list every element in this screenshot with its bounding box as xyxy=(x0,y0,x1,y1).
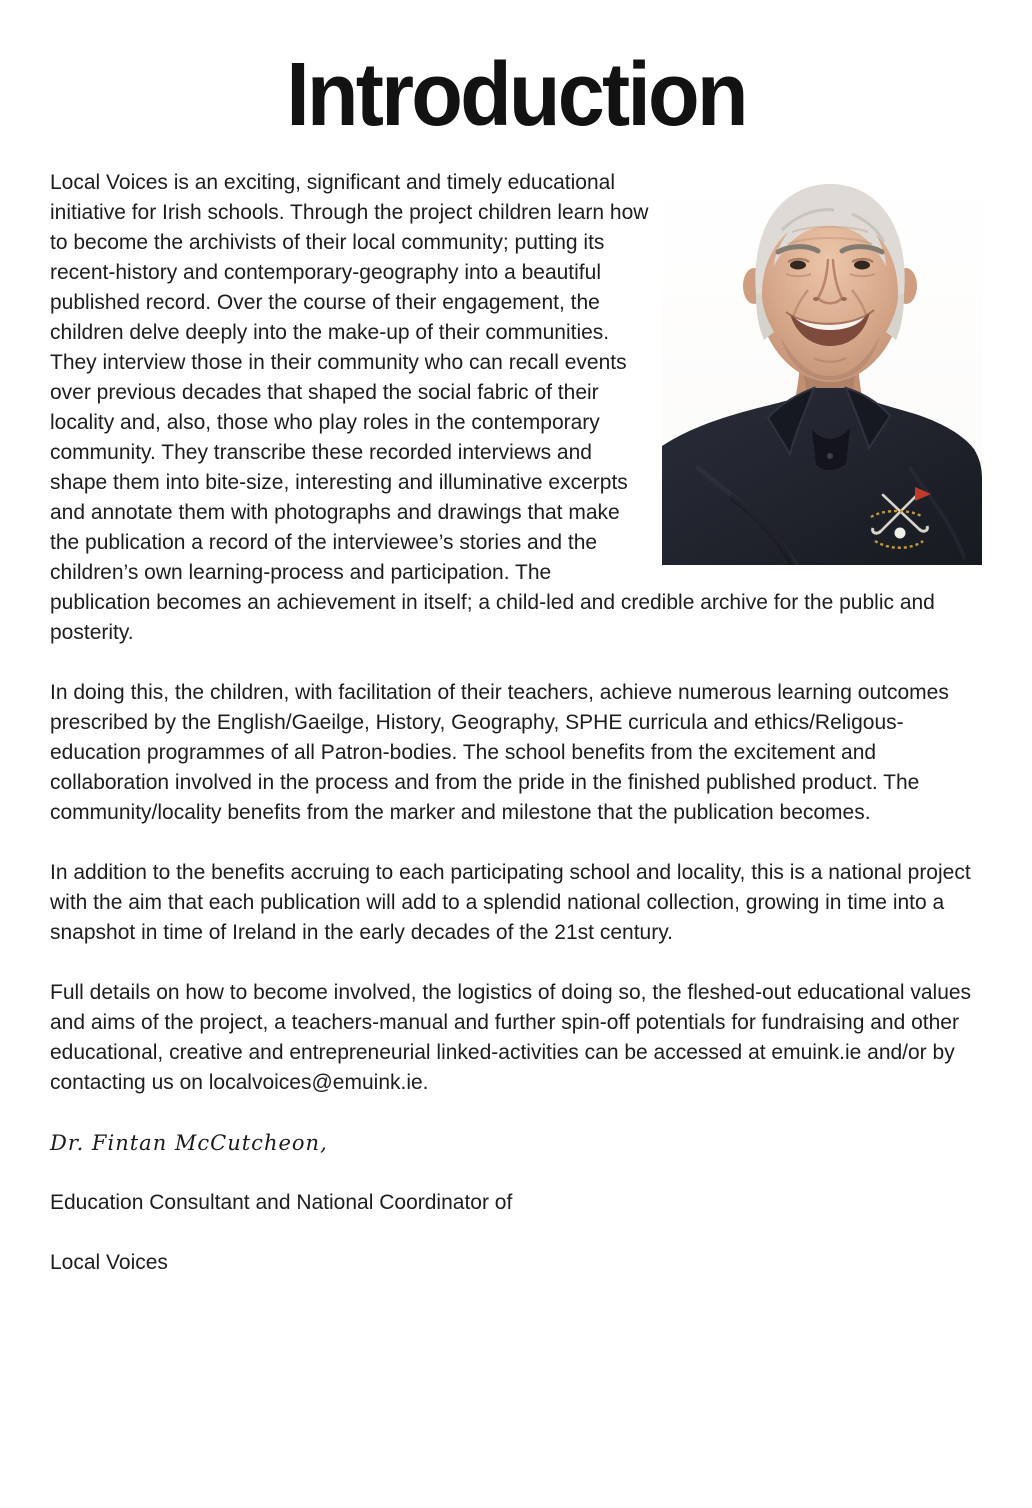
signature-block xyxy=(50,1128,982,1278)
left-eye xyxy=(790,261,806,270)
page-content xyxy=(50,168,982,1278)
paragraph-3: In addition to the benefits accruing to each participating school and locality, this is a national project with the aim that each publication will add to a splendid national collection, growing in time into a snapshot in time of Ireland in the early decades of the 21st century. xyxy=(50,861,971,944)
page-title: Introduction xyxy=(286,45,746,145)
signature-organisation: Local Voices xyxy=(50,1251,168,1274)
signature-role: Education Consultant and National Coordinator of xyxy=(50,1191,513,1214)
right-eye xyxy=(854,261,870,270)
document-page xyxy=(0,45,1032,1278)
paragraph-4: Full details on how to become involved, the logistics of doing so, the fleshed-out educational values and aims of the project, a teachers-manual and further spin-off potentials for fundraising and other educational, creative and entrepreneurial linked-activities can be accessed at emuink.ie and/or by contacting us on localvoices@emuink.ie. xyxy=(50,981,972,1094)
portrait-photo-illustration xyxy=(662,168,982,565)
paragraph-2: In doing this, the children, with facilitation of their teachers, achieve numerous learning outcomes prescribed by the English/Gaeilge, History, Geography, SPHE curricula and ethics/Religous-education programmes of all Patron-bodies. The school benefits from the excitement and collaboration involved in the process and from the pride in the finished published product. The community/locality benefits from the marker and milestone that the publication becomes. xyxy=(50,681,949,824)
paragraph-1: Local Voices is an exciting, significant and timely educational initiative for Irish schools. Through the project children learn how to become the archivists of their local community; putting its recent-history and contemporary-geography into a beautiful published record. Over the course of their engagement, the children delve deeply into the make-up of their communities. They interview those in their community who can recall events over previous decades that shaped the social fabric of their locality and, also, those who play roles in the contemporary community. They transcribe these recorded interviews and shape them into bite-size, interesting and illuminative excerpts and annotate them with photographs and drawings that make the publication a record of the interviewee’s stories and the children’s own learning-process and participation. The publication becomes an achievement in itself; a child-led and credible archive for the public and posterity. xyxy=(50,171,935,644)
signature-name: Dr. Fintan McCutcheon, xyxy=(50,1131,328,1155)
portrait-photo xyxy=(662,168,982,565)
